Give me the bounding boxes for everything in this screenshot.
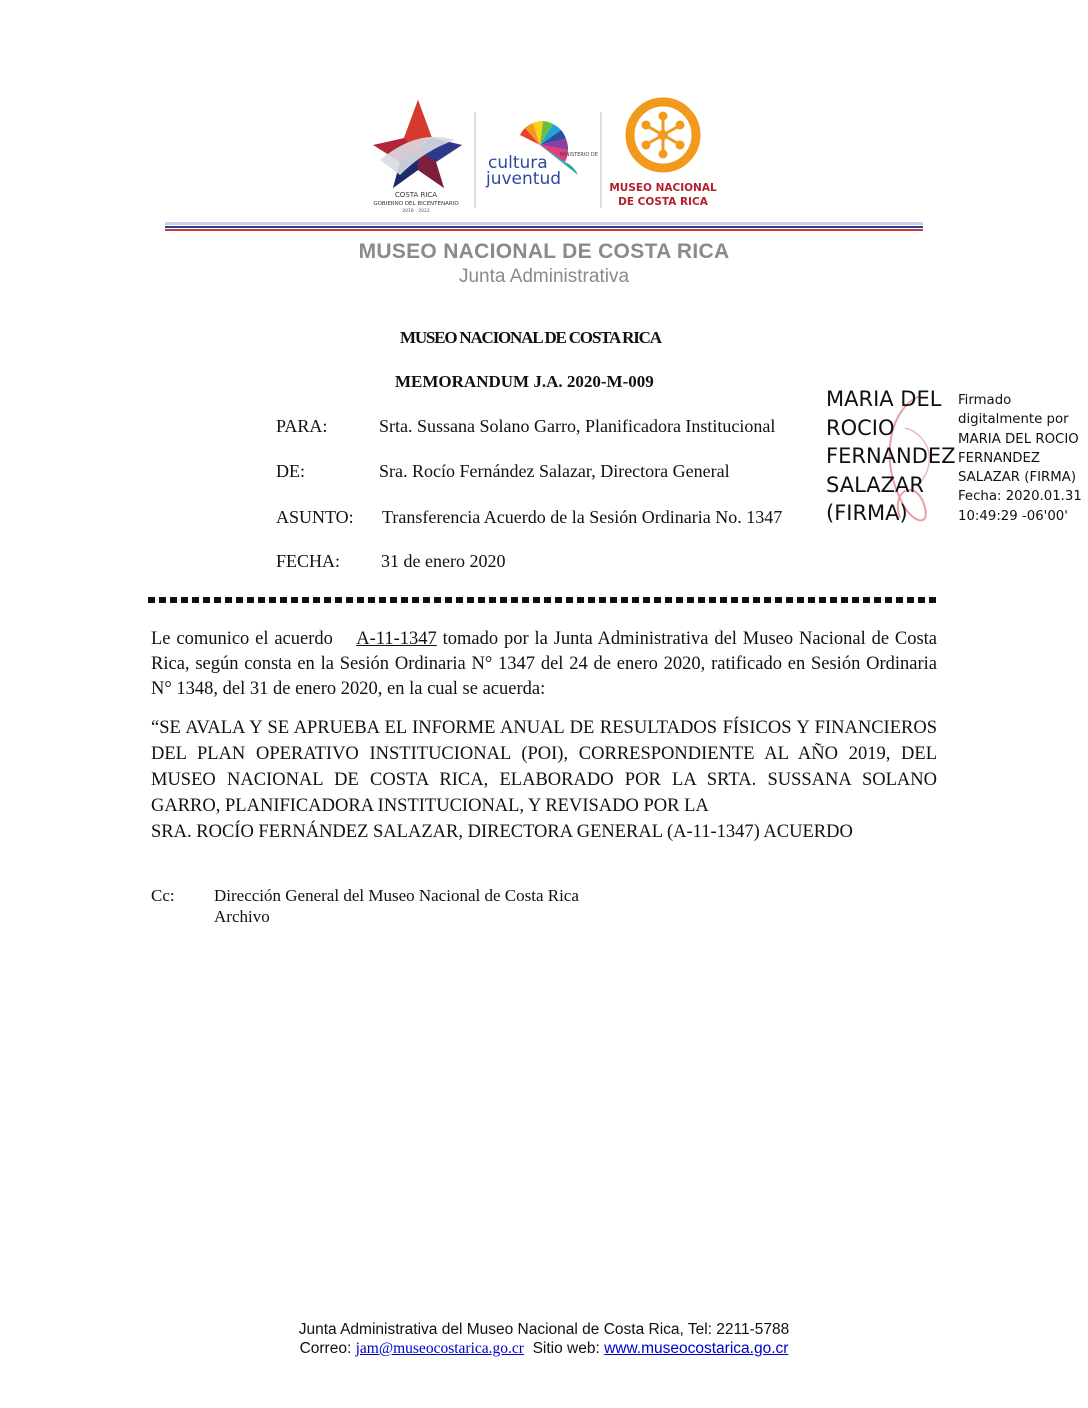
- intro-pre: Le comunico el acuerdo: [151, 629, 333, 649]
- header-rule-light: [165, 222, 923, 225]
- footer-web-label: Sitio web:: [532, 1340, 600, 1357]
- signature-detail-line: Fecha: 2020.01.31: [958, 489, 1082, 505]
- logo-mid-text-1: MINISTERIO DE: [560, 152, 598, 158]
- memo-org-title: MUSEO NACIONAL DE COSTA RICA: [400, 328, 661, 347]
- intro-paragraph: [151, 627, 937, 702]
- memo-number: MEMORANDUM J.A. 2020-M-009: [395, 372, 654, 391]
- signature-name-line: FERNANDEZ: [826, 444, 956, 468]
- signature-detail-line: SALAZAR (FIRMA): [958, 470, 1077, 486]
- logo-mid-text-2: cultura: [488, 153, 548, 173]
- signature-name-line: (FIRMA): [826, 501, 908, 525]
- logo-strip: [0, 0, 1088, 230]
- signature-detail-line: Firmado: [958, 393, 1012, 408]
- field-label-asunto: ASUNTO:: [276, 507, 354, 527]
- field-value-de: Sra. Rocío Fernández Salazar, Directora General: [379, 461, 730, 481]
- org-name: MUSEO NACIONAL DE COSTA RICA: [358, 240, 730, 263]
- logo-mid-text-3: juventud: [486, 169, 562, 189]
- footer-email-label: Correo:: [299, 1340, 352, 1357]
- signature-detail-line: FERNANDEZ: [958, 450, 1041, 466]
- cc-item: Dirección General del Museo Nacional de Costa Rica: [214, 886, 579, 905]
- agreement-text: [151, 715, 937, 845]
- field-value-para: Srta. Sussana Solano Garro, Planificadora Institucional: [379, 416, 776, 436]
- signature-details: [958, 391, 1082, 526]
- header-rule-blue: [165, 226, 923, 228]
- logo-right-text-1: MUSEO NACIONAL: [609, 182, 717, 194]
- costa-rica-star-logo: [373, 100, 462, 188]
- signature-detail-line: 10:49:29 -06'00': [958, 508, 1068, 524]
- agreement-last-line: SRA. ROCÍO FERNÁNDEZ SALAZAR, DIRECTORA GENERAL (A-11-1347) ACUERDO: [151, 822, 853, 842]
- signature-name-line: SALAZAR: [826, 472, 924, 497]
- cc-item: Archivo: [214, 907, 270, 926]
- dashed-divider: [148, 597, 940, 603]
- field-value-asunto: Transferencia Acuerdo de la Sesión Ordinaria No. 1347: [382, 507, 783, 527]
- museo-nacional-logo-icon: [630, 102, 696, 168]
- field-label-de: DE:: [276, 461, 305, 481]
- cc-label: Cc:: [151, 886, 175, 905]
- signature-name-line: MARIA DEL: [826, 387, 942, 411]
- signature-detail-line: digitalmente por: [958, 412, 1069, 428]
- logo-left-text-3: 2018 - 2022: [402, 209, 430, 214]
- signature-name: [826, 385, 956, 528]
- signature-name-line: ROCIO: [826, 415, 895, 440]
- signature-detail-line: MARIA DEL ROCIO: [958, 431, 1079, 447]
- footer-line-2: [0, 1340, 1088, 1358]
- logo-left-text-1: COSTA RICA: [394, 191, 438, 199]
- org-subtitle: Junta Administrativa: [458, 266, 630, 287]
- logo-right-text-2: DE COSTA RICA: [618, 196, 708, 208]
- field-label-para: PARA:: [276, 416, 328, 436]
- footer-web-link[interactable]: www.museocostarica.go.cr: [604, 1340, 789, 1357]
- header-logos: [0, 0, 1088, 230]
- intro-post: tomado por la Junta Administrativa del Museo Nacional de Costa Rica, según consta en la Sesión Ordinaria N° 1347 del 24 de enero 2020, ratificado en Sesión Ordinaria N° 1348, del 31 de enero 2020, en la cual se acuerda:: [151, 629, 938, 699]
- agreement-body: “SE AVALA Y SE APRUEBA EL INFORME ANUAL DE RESULTADOS FÍSICOS Y FINANCIEROS DEL PLAN OPERATIVO INSTITUCIONAL (POI), CORRESPONDIENTE AL AÑO 2019, DEL MUSEO NACIONAL DE COSTA RICA, ELABORADO POR LA SRTA. SUSSANA SOLANO GARRO, PLANIFICADORA INSTITUCIONAL, Y REVISADO POR LA: [151, 718, 937, 816]
- footer-email-link[interactable]: jam@museocostarica.go.cr: [355, 1340, 524, 1357]
- footer-line-1: Junta Administrativa del Museo Nacional de Costa Rica, Tel: 2211-5788: [298, 1321, 790, 1338]
- field-label-fecha: FECHA:: [276, 551, 341, 571]
- logo-left-text-2: GOBIERNO DEL BICENTENARIO: [373, 201, 459, 207]
- field-value-fecha: 31 de enero 2020: [381, 551, 506, 571]
- header-rule-red: [165, 229, 923, 231]
- agreement-code: A-11-1347: [356, 629, 437, 649]
